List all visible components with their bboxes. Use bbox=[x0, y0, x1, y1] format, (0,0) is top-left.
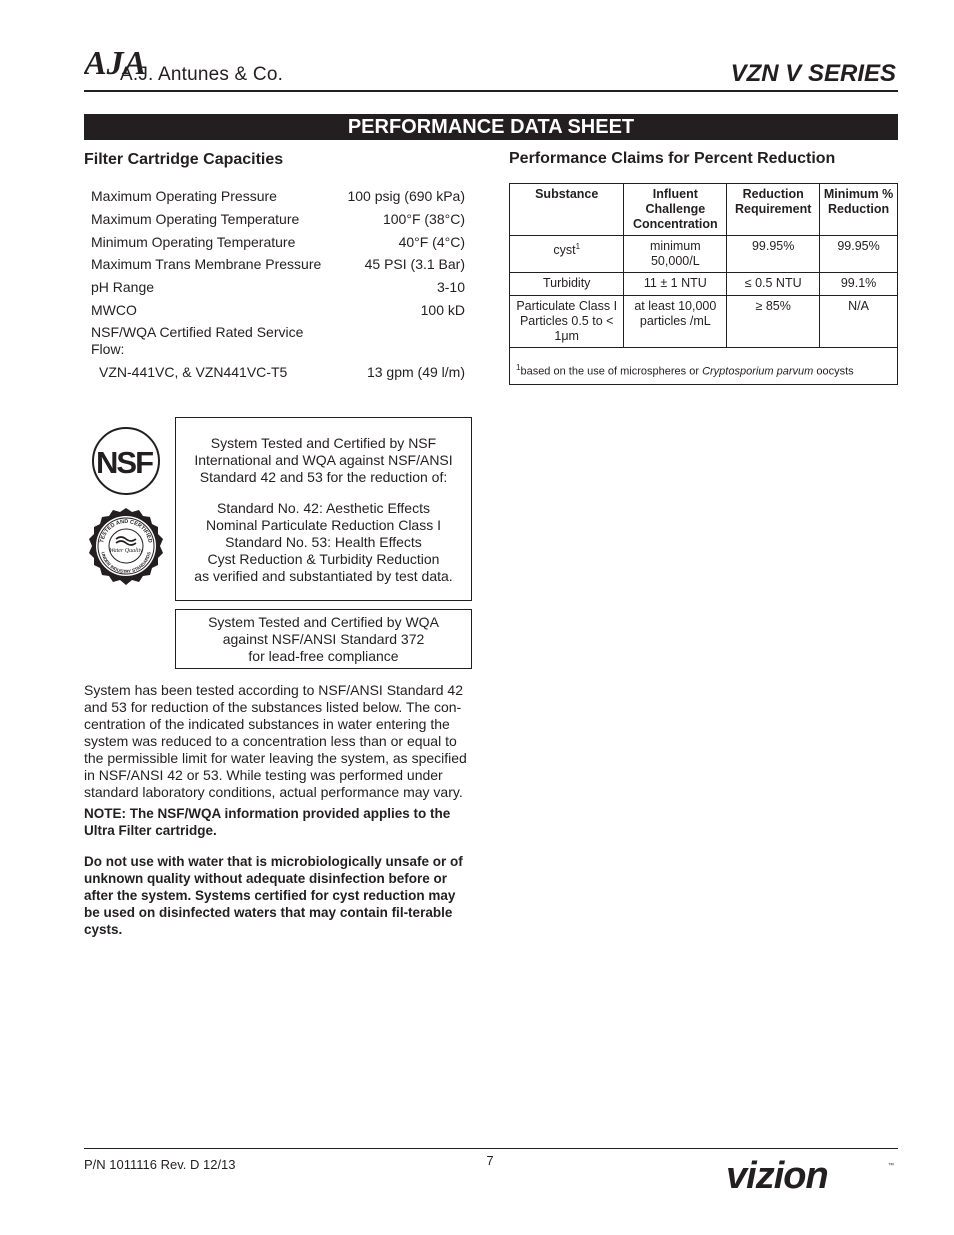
capacity-value: 100 kD bbox=[420, 302, 465, 318]
capacity-label: VZN-441VC, & VZN441VC-T5 bbox=[99, 364, 288, 380]
table-row bbox=[510, 273, 898, 296]
table-row bbox=[510, 296, 898, 348]
table-row bbox=[510, 236, 898, 273]
capacity-value: 40°F (4°C) bbox=[398, 234, 465, 250]
table-cell: 99.95% bbox=[727, 236, 820, 273]
page-number: 7 bbox=[486, 1153, 494, 1168]
cert-text: as verified and substantiated by test data. bbox=[194, 568, 453, 584]
seal-text-top: TESTED AND CERTIFIED bbox=[99, 518, 153, 544]
cert-text: against NSF/ANSI Standard 372 bbox=[222, 631, 425, 647]
footer-divider bbox=[84, 1148, 898, 1149]
table-cell: N/A bbox=[820, 296, 898, 348]
cert-text: for lead-free compliance bbox=[248, 648, 399, 664]
cert-text: Cyst Reduction & Turbidity Reduction bbox=[207, 551, 440, 567]
column-header: Substance bbox=[510, 184, 624, 236]
logo-mark: AJA bbox=[84, 45, 147, 82]
trademark-mark: ™ bbox=[888, 1163, 894, 1169]
capacity-label: pH Range bbox=[91, 279, 155, 295]
table-footnote-row bbox=[510, 348, 898, 385]
capacity-value: 13 gpm (49 l/m) bbox=[366, 364, 465, 380]
table-footnote bbox=[510, 348, 898, 385]
water-quality-seal bbox=[86, 506, 166, 590]
nsf-wqa-note: NOTE: The NSF/WQA information provided applies to the Ultra Filter cartridge. bbox=[84, 806, 451, 838]
nsf-logo bbox=[91, 426, 161, 496]
certification-box-nsf-wqa bbox=[175, 417, 472, 601]
nsf-logo-text: NSF bbox=[96, 445, 152, 480]
capacity-value: 3-10 bbox=[436, 279, 465, 295]
page-banner: PERFORMANCE DATA SHEET bbox=[84, 114, 898, 140]
certification-box-lead-free bbox=[175, 609, 472, 669]
performance-heading: Performance Claims for Percent Reduction bbox=[509, 150, 836, 167]
table-cell: minimum 50,000/L bbox=[624, 236, 727, 273]
table-cell: Particulate Class I Particles 0.5 to < 1μm bbox=[510, 296, 624, 348]
capacity-label: Maximum Trans Membrane Pressure bbox=[91, 256, 322, 272]
company-name: A.J. Antunes & Co. bbox=[120, 64, 284, 85]
vizion-logo-text: vizion bbox=[726, 1158, 828, 1192]
capacity-label: Minimum Operating Temperature bbox=[91, 234, 296, 250]
cert-text: Standard No. 42: Aesthetic Effects bbox=[217, 500, 430, 516]
column-header: Reduction Requirement bbox=[727, 184, 820, 236]
cert-text: System Tested and Certified by NSF bbox=[210, 435, 437, 451]
column-header: Minimum % Reduction bbox=[820, 184, 898, 236]
footnote-text: oocysts bbox=[813, 365, 854, 378]
capacity-value: 45 PSI (3.1 Bar) bbox=[364, 256, 465, 272]
testing-statement: System has been tested according to NSF/ANSI Standard 42 and 53 for reduction of the substances listed below. The con-centration of the indicated substances in water entering the system was reduced to a concentration less than or equal to the permissible limit for water leaving the system, as specified in NSF/ANSI 42 or 53. While testing was performed under standard laboratory conditions, actual performance may vary. bbox=[84, 682, 467, 800]
table-cell: Turbidity bbox=[510, 273, 624, 296]
table-cell bbox=[510, 236, 624, 273]
table-cell: 99.95% bbox=[820, 236, 898, 273]
table-cell: ≥ 85% bbox=[727, 296, 820, 348]
table-cell: ≤ 0.5 NTU bbox=[727, 273, 820, 296]
footnote-species: Cryptosporium parvum bbox=[702, 365, 814, 378]
table-cell: 11 ± 1 NTU bbox=[624, 273, 727, 296]
part-number: P/N 1011116 Rev. D 12/13 bbox=[84, 1157, 236, 1172]
footnote-marker: 1 bbox=[575, 242, 581, 251]
table-cell: 99.1% bbox=[820, 273, 898, 296]
capacity-value: 100 psig (690 kPa) bbox=[347, 188, 465, 204]
capacity-label: Maximum Operating Pressure bbox=[91, 188, 277, 204]
seal-text-bottom: UNDER INDUSTRY STANDARDS bbox=[100, 551, 152, 575]
footnote-text: based on the use of microspheres or bbox=[520, 365, 703, 378]
capacity-value: 100°F (38°C) bbox=[382, 211, 465, 227]
cert-text: Standard 42 and 53 for the reduction of: bbox=[199, 469, 448, 485]
performance-table bbox=[509, 183, 898, 385]
capacity-label: Maximum Operating Temperature bbox=[91, 211, 300, 227]
cert-text: Nominal Particulate Reduction Class I bbox=[206, 517, 441, 533]
cert-text: System Tested and Certified by WQA bbox=[208, 614, 439, 630]
water-safety-warning: Do not use with water that is microbiologically unsafe or of unknown quality without adequate disinfection before or after the system. Systems certified for cyst reduction may be used on disinfected waters that may contain fil-terable cysts. bbox=[84, 854, 463, 937]
column-header: Influent Challenge Concentration bbox=[624, 184, 727, 236]
cert-text: International and WQA against NSF/ANSI bbox=[194, 452, 453, 468]
seal-text-center: Water Quality bbox=[109, 548, 143, 554]
capacity-label: NSF/WQA Certified Rated Service Flow: bbox=[91, 324, 304, 357]
vizion-logo bbox=[724, 1158, 896, 1192]
footnote-marker: 1 bbox=[516, 363, 521, 372]
series-title: VZN V SERIES bbox=[730, 60, 896, 87]
capacities-heading: Filter Cartridge Capacities bbox=[84, 151, 284, 168]
capacity-label: MWCO bbox=[91, 302, 137, 318]
substance-text: cyst bbox=[553, 243, 576, 258]
cert-text: Standard No. 53: Health Effects bbox=[225, 534, 422, 550]
table-cell: at least 10,000 particles /mL bbox=[624, 296, 727, 348]
table-header-row bbox=[510, 184, 898, 236]
header-divider bbox=[84, 90, 898, 92]
